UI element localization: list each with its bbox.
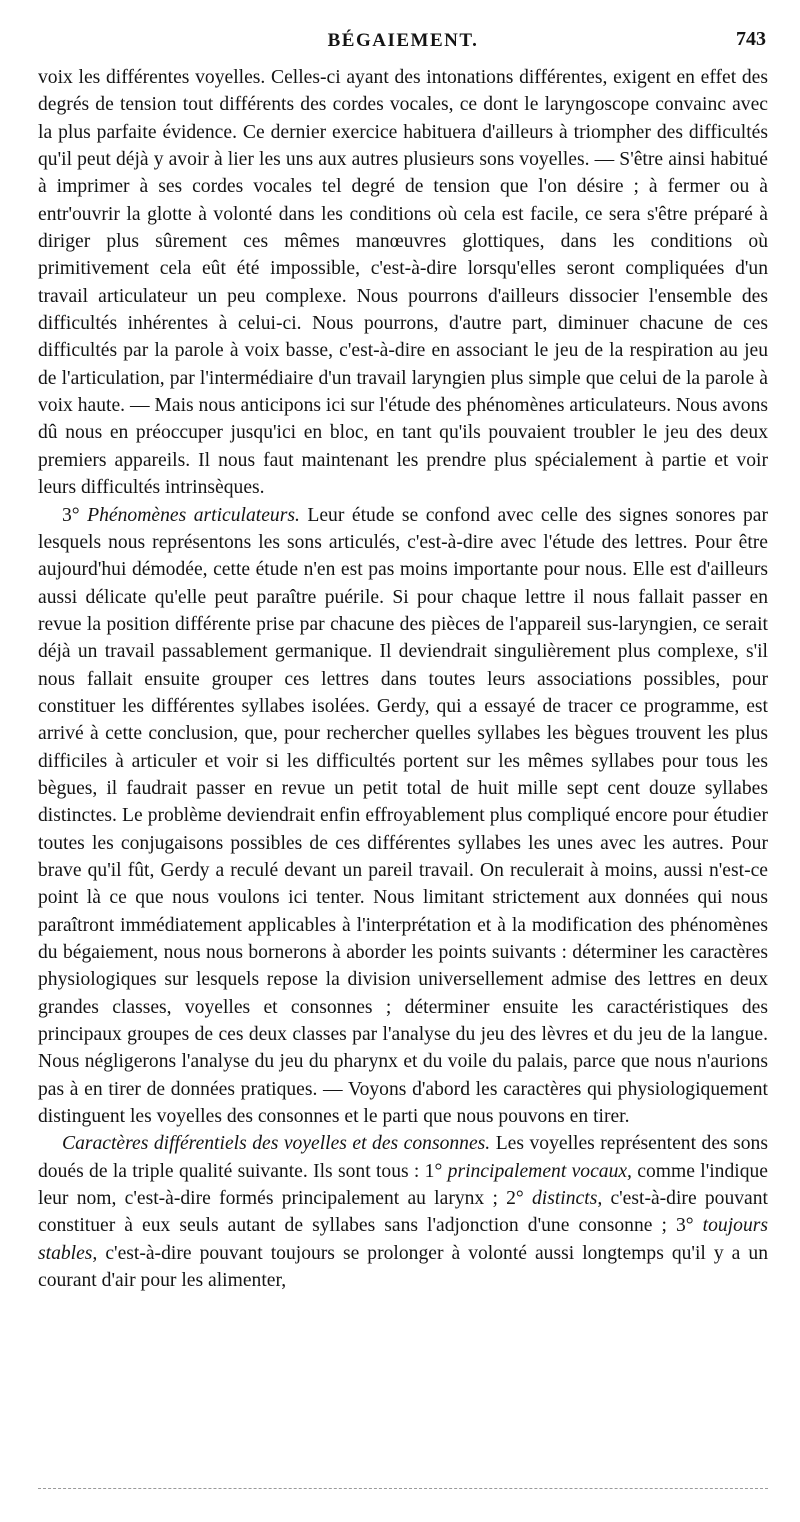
running-head	[38, 26, 768, 60]
page-number: 743	[736, 28, 766, 50]
term-principalement-vocaux: principalement vocaux,	[447, 1160, 632, 1182]
running-title: BÉGAIEMENT.	[327, 30, 479, 51]
paragraph-3-text-d: c'est-à-dire pouvant toujours se prolonger à volonté aussi longtemps qu'il y a un courant d'air pour les alimenter,	[38, 1242, 768, 1292]
paragraph-2-text: Leur étude se confond avec celle des signes sonores par lesquels nous représentons les sons articulés, c'est-à-dire avec l'étude des lettres. Pour être aujourd'hui démodée, cette étude n'en est pas moins importante pour nous. Elle est d'ailleurs aussi délicate qu'elle peut paraître puérile. Si pour chaque lettre il nous fallait passer en revue la position différente prise par chacune des pièces de l'appareil sus-laryngien, ce serait déjà un travail passablement germanique. Il deviendrait singulièrement plus complexe, s'il nous fallait ensuite grouper ces lettres dans toutes leurs associations possibles, pour constituer les différentes syllabes isolées. Gerdy, qui a essayé de tracer ce programme, est arrivé à cette conclusion, que, pour rechercher quelles syllabes les bègues trouvent les plus difficiles à articuler et voir si les difficultés portent sur les mêmes syllabes pour tous les bègues, il faudrait passer en revue un petit total de huit mille sept cent douze syllabes distinctes. Le problème deviendrait enfin effroyablement plus compliqué encore pour étudier toutes les conjugaisons possibles de ces différentes syllabes les unes avec les autres. Pour brave qu'il fût, Gerdy a reculé devant un pareil travail. On reculerait à moins, aussi n'est-ce point là ce que nous voulons ici tenter. Nous limitant strictement aux données qui nous paraîtront immédiatement applicables à l'interprétation et à la modification des phénomènes du bégaiement, nous nous bornerons à aborder les points suivants : déterminer les caractères physiologiques sur lesquels repose la division universellement admise des lettres en deux grandes classes, voyelles et consonnes ; déterminer ensuite les caractéristiques des principaux groupes de ces deux classes par l'analyse du jeu des lèvres et du jeu de la langue. Nous négligerons l'analyse du jeu du pharynx et du voile du palais, parce que nous n'aurions pas à en tirer de données pratiques. — Voyons d'abord les caractères qui physiologiquement distinguent les voyelles des consonnes et le parti que nous pouvons en tirer.	[38, 504, 768, 1128]
footer-rule	[38, 1488, 768, 1489]
term-toujours-stables: toujours stables,	[38, 1215, 768, 1264]
paragraph-1: voix les différentes voyelles. Celles-ci ayant des intonations différentes, exigent en effet des degrés de tension tout différents des cordes vocales, ce dont le laryngoscope convainc avec la plus parfaite évidence. Ce dernier exercice habituera d'ailleurs à triompher des difficultés qu'il peut déjà y avoir à lier les uns aux autres plusieurs sons voyelles. — S'être ainsi habitué à imprimer à ses cordes vocales tel degré de tension que l'on désire ; à fermer ou à entr'ouvrir la glotte à volonté dans les conditions où cela est facile, ce sera s'être préparé à diriger plus sûrement ces mêmes manœuvres glottiques, dans les conditions où primitivement cela eût été impossible, c'est-à-dire lorsqu'elles seront compliquées d'un travail articulateur un peu complexe. Nous pourrons d'ailleurs dissocier l'ensemble des difficultés inhérentes à celui-ci. Nous pourrons, d'autre part, diminuer chacune de ces difficultés par la parole à voix basse, c'est-à-dire en associant le jeu de la respiration au jeu de l'articulation, par l'intermédiaire d'un travail laryngien plus simple que celui de la parole à voix haute. — Mais nous anticipons ici sur l'étude des phénomènes articulateurs. Nous avons dû nous en préoccuper jusqu'ici en bloc, en tant qu'ils pouvaient troubler le jeu des deux premiers appareils. Il nous faut maintenant les prendre plus spécialement à partie et voir leurs difficultés intrinsèques.	[38, 67, 768, 499]
paragraph-3-text-b: comme l'indique leur nom, c'est-à-dire formés principalement au larynx ; 2°	[38, 1160, 769, 1210]
section-number: 3°	[62, 504, 88, 526]
section-heading-articulateurs: Phénomènes articulateurs.	[87, 504, 300, 526]
book-page	[38, 26, 768, 1294]
paragraph-3-text-a: Les voyelles représentent des sons doués de la triple qualité suivante. Ils sont tous : 1°	[38, 1133, 768, 1182]
section-heading-caracteres: Caractères différentiels des voyelles et des consonnes.	[62, 1133, 491, 1155]
term-distincts: distincts,	[532, 1188, 603, 1210]
paragraph-3-text-c: c'est-à-dire pouvant constituer à eux seuls autant de syllabes sans l'adjonction d'une consonne ; 3°	[38, 1188, 768, 1237]
paragraph-3	[38, 1130, 768, 1294]
paragraph-2	[38, 502, 768, 1131]
body-text	[38, 64, 768, 1294]
